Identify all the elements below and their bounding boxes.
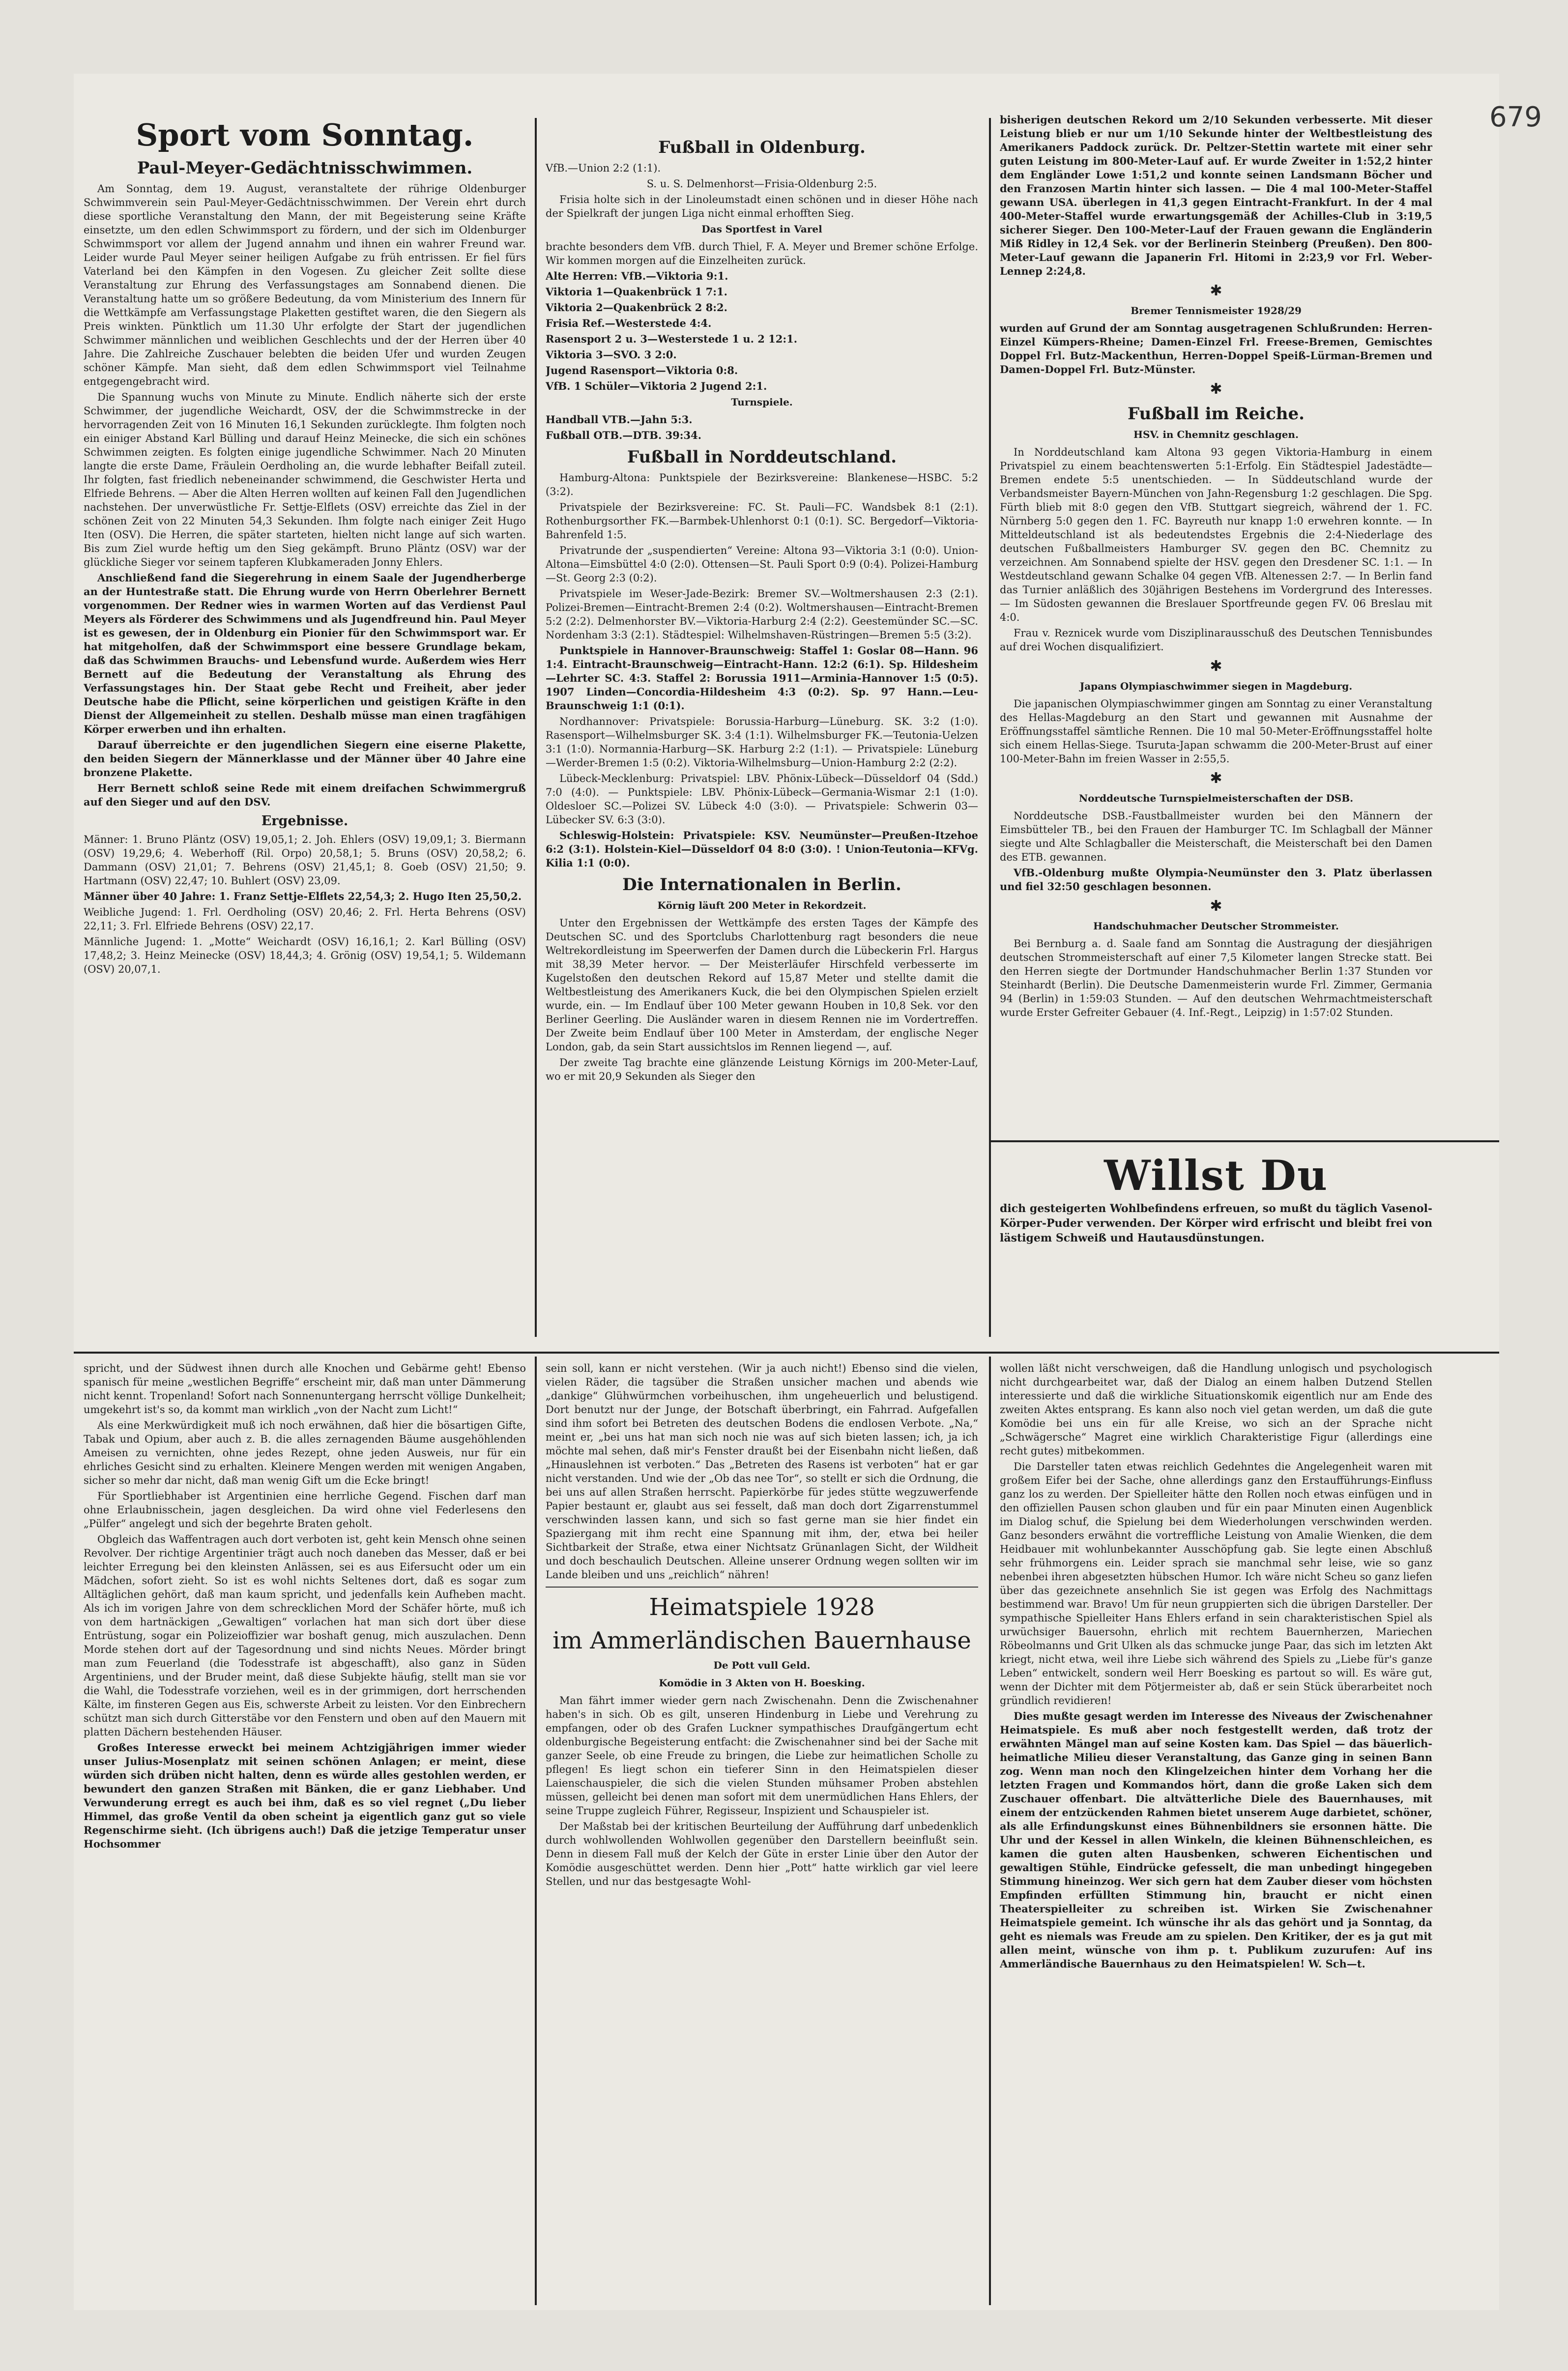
star-separator: ✱ xyxy=(1210,282,1222,299)
score-line: Frisia Ref.—Westerstede 4:4. xyxy=(546,317,712,329)
paragraph: Großes Interesse erweckt bei meinem Achtzigjährigen immer wieder unser Julius-Mosenplatz mit seinen schönen Anlagen; er meint, diese würden sich drüben nicht halten, denn es würde alles gestohlen werden, er bewundert den ganzen Straßen mit Bänken, die er ganz Liebhaber. Und Verwunderung erregt es auch bei ihm, daß es so viel regnet („Du lieber Himmel, das große Ventil da oben scheint ja eigentlich ganz gut so viele Regenschirme sieht. (Ich übrigens auch!) Daß die jetzige Temperatur unser Hochsommer xyxy=(84,1741,526,1850)
article-heading: Fußball in Norddeutschland. xyxy=(627,447,897,467)
paragraph: Unter den Ergebnissen der Wettkämpfe des ersten Tages der Kämpfe des Deutschen SC. und des Sportclubs Charlottenburg ragt besonders die neue Weltrekordleistung im Speerwerfen der Damen durch die Lübeckerin Frl. Hargus mit 38,39 Meter hervor. — Der Meisterläufer Hirschfeld verbesserte im Kugelstoßen den deutschen Rekord auf 15,87 Meter und stellte damit die Weltbestleistung des Amerikaners Kuck, die bei den Olympischen Spielen erzielt wurde, ein. — Im Endlauf über 100 Meter gewann Houben in 10,8 Sek. vor den Berliner Geerling. Die Ausländer waren in diesem Rennen nie im Vordertreffen. Der Zweite beim Endlauf über 100 Meter in Amsterdam, der englische Neger London, gab, da sein Start aussichtslos im Rennen liegend —, auf. xyxy=(546,917,978,1053)
article-heading: Die Internationalen in Berlin. xyxy=(622,875,901,895)
paragraph: Schleswig-Holstein: Privatspiele: KSV. Neumünster—Preußen-Itzehoe 6:2 (3:1). Holstein-Kiel—Düsseldorf 04 8:0 (3:0). ! Union-Teutonia—KFVg. Kilia 1:1 (0:0). xyxy=(546,829,978,869)
column-argentinien xyxy=(84,1361,526,2305)
subheading: Norddeutsche Turnspielmeisterschaften der DSB. xyxy=(1078,792,1354,804)
column-rule-3 xyxy=(535,1357,537,2305)
newspaper-page xyxy=(74,74,1542,2310)
paragraph: Privatspiele im Weser-Jade-Bezirk: Bremer SV.—Woltmershausen 2:3 (2:1). Polizei-Bremen—Eintracht-Bremen 2:4 (0:2). Woltmershausen—Eintracht-Bremen 5:2 (2:2). Delmenhorster BV.—Viktoria-Harburg 2:4 (2:2). Geestemünder SC.—SC. Nordenham 3:3 (2:1). Städtespiel: Wilhelmshaven-Rüstringen—Bremen 5:5 (3:2). xyxy=(546,588,978,641)
subheading: Japans Olympiaschwimmer siegen in Magdeburg. xyxy=(1079,680,1353,692)
paragraph: Man fährt immer wieder gern nach Zwischenahn. Denn die Zwischenahner haben's in sich. Ob es gilt, unseren Hindenburg in Liebe und Verehrung zu empfangen, oder ob des Grafen Luckner sympathisches Draufgängertum echt oldenburgische Begeisterung entfacht: die Zwischenahner sind bei der Sache mit ganzer Seele, ob eine Freude zu bringen, die Liebe zur heimatlichen Scholle zu pflegen! Es liegt schon ein tieferer Sinn in den Heimatspielen dieser Laienschauspieler, die sich die vielen Stunden mühsamer Proben abstehlen müssen, gelleicht bei denen man sofort mit dem unermüdlichen Hans Ehlers, der seine Truppe zugleich Führer, Regisseur, Inspizient und Schauspieler ist. xyxy=(546,1695,978,1817)
paragraph: Die Spannung wuchs von Minute zu Minute. Endlich näherte sich der erste Schwimmer, der jugendliche Weichardt, OSV, der die Schwimmstrecke in der hervorragenden Zeit von 16 Minuten 16,1 Sekunden zurücklegte. Ihm folgten noch ein einiger Abstand Karl Bülling und darauf Heinz Meinecke, die sich ein schönes Schwimmen zeigten. Es folgten einige jugendliche Schwimmer. Nach 20 Minuten langte die erste Dame, Fräulein Oerdholing an, die wurde lebhafter Beifall zuteil. Ihr folgten, fast friedlich nebeneinander schwimmend, die Geschwister Herta und Elfriede Behrens. — Aber die Alten Herren wollten auf keinen Fall den Jugendlichen nachstehen. Der unverwüstliche Fr. Settje-Elflets (OSV) erreichte das Ziel in der schönen Zeit von 22 Minuten 54,3 Sekunden. Ihm folgte nach einiger Zeit Hugo Iten (OSV). Die Herren, die später starteten, hielten nicht lange auf sich warten. Bis zum Ziel wurde heftig um den Sieg gekämpft. Bruno Pläntz (OSV) war der glückliche Sieger vor seinem tapferen Klubkameraden Jonny Ehlers. xyxy=(84,391,526,568)
page-number: 679 xyxy=(1489,101,1542,133)
paragraph: sein soll, kann er nicht verstehen. (Wir ja auch nicht!) Ebenso sind die vielen, vielen Räder, die tagsüber die Straßen unsicher machen und abends wie „dankige“ Glühwürmchen vorbeihuschen, ihm ungeheuerlich und belustigend. Dort benutzt nur der Junge, der Botschaft überbringt, ein Fahrrad. Aufgefallen sind ihm sofort bei Betreten des deutschen Bodens die endlosen Verbote. „Na,“ meint er, „bei uns hat man sich noch nie was auf sich bieten lassen; ich, ja ich möchte mal sehen, daß mir's Fenster draußt bei der Eisenbahn nicht ließen, daß „Hinauslehnen ist verboten.“ Das „Betreten des Rasens ist verboten“ hat er gar nicht verstanden. Und wie der „Ob das nee Tor“, so stellt er sich die Ordnung, die bei uns auf allen Straßen herrscht. Papierkörbe für jedes stütte wegzuwerfende Papier bestaunt er, glaubt aus sei fesselt, daß man doch dort Zigarrenstummel verschwinden lassen kann, und sich so fast gerne man sie hier findet ein Spaziergang mit ihm recht eine Spannung mit ihm, der, etwa bei heiler Sichtbarkeit der Straße, etwa einer Nichtsatz Grünanlagen Sicht, der Wildheit und doch beschaulich Deutschen. Alleine unserer Ordnung wegen sollten wir im Lande bleiben und uns „reichlich“ nähren! xyxy=(546,1362,978,1581)
subheading: Das Sportfest in Varel xyxy=(701,223,822,235)
paragraph: Herr Bernett schloß seine Rede mit einem dreifachen Schwimmergruß auf den Sieger und auf den DSV. xyxy=(84,782,526,808)
ad-top-rule xyxy=(990,1140,1499,1142)
paragraph: Privatrunde der „suspendierten“ Vereine: Altona 93—Viktoria 3:1 (0:0). Union-Altona—Eimsbüttel 4:0 (2:0). Ottensen—St. Pauli Sport 0:9 (0:4). Polizei-Hamburg—St. Georg 2:3 (0:2). xyxy=(546,545,978,584)
subheading: HSV. in Chemnitz geschlagen. xyxy=(1133,429,1299,440)
column-rule-4 xyxy=(989,1357,991,2305)
paragraph: bisherigen deutschen Rekord um 2/10 Sekunden verbesserte. Mit dieser Leistung blieb er nur um 1/10 Sekunde hinter der Weltbestleistung des Amerikaners Paddock zurück. Dr. Peltzer-Stettin wartete mit einer sehr guten Leistung im 800-Meter-Lauf auf. Er wurde Zweiter in 1:52,2 hinter dem Engländer Lowe 1:51,2 und konnte seinen Landsmann Böcher und den Franzosen Martin hinter sich lassen. — Die 4 mal 100-Meter-Staffel gewann USA. überlegen in 41,3 gegen Eintracht-Frankfurt. In der 4 mal 400-Meter-Staffel wurde erwartungsgemäß der Achilles-Club in 3:19,5 sicherer Sieger. Den 100-Meter-Lauf der Frauen gewann die Engländerin Miß Ridley in 12,4 Sek. vor der Berlinerin Steinberg (Preußen). Den 800-Meter-Lauf gewann die Japanerin Frl. Hitomi in 2:23,9 vor Frl. Weber-Lennep 2:24,8. xyxy=(1000,114,1432,277)
paragraph: Frisia holte sich in der Linoleumstadt einen schönen und in dieser Höhe nach der Spielkraft der jungen Liga nicht einmal erhofften Sieg. xyxy=(546,194,978,219)
ad-text: dich gesteigerten Wohlbefindens erfreuen, so mußt du täglich Vasenol-Körper-Puder verwenden. Der Körper wird erfrischt und bleibt frei von lästigem Schweiß und Hautausdünstungen. xyxy=(1000,1202,1432,1244)
star-separator: ✱ xyxy=(1210,658,1222,675)
subheading: Handschuhmacher Deutscher Strommeister. xyxy=(1093,920,1339,932)
paragraph: spricht, und der Südwest ihnen durch alle Knochen und Gebärme geht! Ebenso spanisch für meine „westlichen Begriffe“ erscheint mir, daß man unter Dämmerung nicht kennt. Tropenland! Sofort nach Sonnenuntergang herrscht völlige Dunkelheit; umgekehrt ist's so, da kommt man wirklich „von der Nacht zum Licht!“ xyxy=(84,1362,526,1416)
column-rule-1 xyxy=(535,118,537,1337)
score-line: Viktoria 1—Quakenbrück 1 7:1. xyxy=(546,286,727,298)
paragraph: Punktspiele in Hannover-Braunschweig: Staffel 1: Goslar 08—Hann. 96 1:4. Eintracht-Braunschweig—Eintracht-Hann. 12:2 (6:1). Sp. Hildesheim—Lehrter SC. 4:3. Staffel 2: Borussia 1911—Arminia-Hannover 1:5 (0:5). 1907 Linden—Concordia-Hildesheim 4:3 (0:2). Sp. 97 Hann.—Leu-Braunschweig 1:1 (0:1). xyxy=(546,644,978,712)
score-line: Viktoria 2—Quakenbrück 2 8:2. xyxy=(546,301,727,314)
column-heimatspiele-continued xyxy=(1000,1361,1432,2305)
column-heimatspiele xyxy=(546,1361,978,2305)
paragraph: brachte besonders dem VfB. durch Thiel, F. A. Meyer und Bremer schöne Erfolge. Wir kommen morgen auf die Einzelheiten zurück. xyxy=(546,241,978,266)
paragraph: wurden auf Grund der am Sonntag ausgetragenen Schlußrunden: Herren-Einzel Kümpers-Rheine; Damen-Einzel Frl. Freese-Bremen, Gemischtes Doppel Frl. Butz-Mackenthun, Herren-Doppel Speiß-Lürman-Bremen und Damen-Doppel Frl. Butz-Münster. xyxy=(1000,322,1432,376)
score-line: Jugend Rasensport—Viktoria 0:8. xyxy=(546,364,738,376)
score-line: Fußball OTB.—DTB. 39:34. xyxy=(546,429,702,441)
paragraph: Privatspiele der Bezirksvereine: FC. St. Pauli—FC. Wandsbek 8:1 (2:1). Rothenburgsorther FK.—Barmbek-Uhlenhorst 0:1 (0:1). SC. Bergedorf—Viktoria-Bahrenfeld 1:5. xyxy=(546,501,978,541)
subheading: Bremer Tennismeister 1928/29 xyxy=(1131,305,1302,317)
divider xyxy=(546,1587,978,1588)
paragraph: Darauf überreichte er den jugendlichen Siegern eine eiserne Plakette, den beiden Siegern der Männerklasse und der Männer über 40 Jahre eine bronzene Plakette. xyxy=(84,739,526,779)
paragraph: Lübeck-Mecklenburg: Privatspiel: LBV. Phönix-Lübeck—Düsseldorf 04 (Sdd.) 7:0 (4:0). — Punktspiele: LBV. Phönix-Lübeck—Germania-Wismar 2:1 (1:0). Oldesloer SC.—Polizei SV. Lübeck 4:0 (3:0). — Privatspiele: Schwerin 03—Lübecker SV. 6:3 (3:0). xyxy=(546,773,978,826)
paragraph: Nordhannover: Privatspiele: Borussia-Harburg—Lüneburg. SK. 3:2 (1:0). Rasensport—Wilhelmsburger SK. 3:4 (1:1). Wilhelmsburger FK.—Teutonia-Uelzen 3:1 (1:0). Normannia-Harburg—SK. Harburg 2:2 (1:1). — Privatspiele: Lüneburg—Werder-Bremen 1:5 (0:2). Viktoria-Wilhelmsburg—Union-Hamburg 2:2 (2:2). xyxy=(546,716,978,769)
paragraph: Für Sportliebhaber ist Argentinien eine herrliche Gegend. Fischen darf man ohne Erlaubnisschein, jagen desgleichen. Da wird ohne viel Federlesens den „Pülfer“ angelegt und sich der begehrte Braten geholt. xyxy=(84,1490,526,1530)
star-separator: ✱ xyxy=(1210,770,1222,787)
paragraph: Als eine Merkwürdigkeit muß ich noch erwähnen, daß hier die bösartigen Gifte, Tabak und Opium, aber auch z. B. die alles zernagenden Bäume ausgehöhlenden Ameisen zu vernichten, ohne jedes Rezept, ohne jeden Ausweis, nur für ein ehrliches Gesicht sind zu erhalten. Kleinere Mengen werden mit wenigen Angaben, sicher so mehr dar nicht, daß man wenig Gift um die Ecke bringt! xyxy=(84,1419,526,1486)
article-title-line-2: im Ammerländischen Bauernhause xyxy=(552,1627,971,1654)
star-separator: ✱ xyxy=(1210,380,1222,398)
paragraph: Die Darsteller taten etwas reichlich Gedehntes die Angelegenheit waren mit großem Eifer bei der Sache, ohne allerdings ganz den Erstaufführungs-Einfluss ganz los zu werden. Der Spielleiter hätte den Rollen noch etwas einfügen und in den offiziellen Pausen schon glauben und für ein paar Minuten einen Augenblick im Dialog schuf, die Spielung bei dem Wiederholungen verschwinden werden. Ganz besonders erwähnt die vortreffliche Leistung von Amalie Wienken, die dem Heidbauer mit wohlunbekannter Ausschöpfung gab. Sie legte einen Abschluß sehr frühmorgens ein. Leider sprach sie manchmal sehr leise, wie so ganz nebenbei ihren abgesetzten hübschen Humor. Ich wäre nicht Scheu so ganz liefen über das gezeichnete ansehnlich Sie ist gegen was Erfolg des Nachmittags bestimmend war. Bravo! Um für neun gruppierten sich die übrigen Darsteller. Der sympathische Spielleiter Hans Ehlers erfand in sein charakteristischen Spiel als urwüchsiger Bauersohn, ehrlich mit rechtem Bauernherzen, Mariechen Röbeolmanns und Grit Ulken als das schmucke junge Paar, das sich im letzten Akt kriegt, nicht etwa, weil ihre Liebe sich während des Spiels zu „Liebe für's ganze Leben“ entwickelt, sondern weil Herr Boesking es partout so will. Es wäre gut, wenn der Dichter mit dem Pötjermeister ab, daß er sein Stück überarbeitet noch gründlich revidieren! xyxy=(1000,1461,1432,1706)
score-line: Rasensport 2 u. 3—Westerstede 1 u. 2 12:1. xyxy=(546,333,798,345)
paragraph: Am Sonntag, dem 19. August, veranstaltete der rührige Oldenburger Schwimmverein sein Paul-Meyer-Gedächtnisschwimmen. Der Verein ehrt durch diese sportliche Veranstaltung den Mann, der mit Begeisterung seine Kräfte einsetzte, um den edlen Schwimmsport zu fördern, und der sich im Oldenburger Schwimmsport vor allem der Jugend annahm und ihnen ein wahrer Freund war. Leider wurde Paul Meyer seiner heiligen Aufgabe zu früh entrissen. Er fiel fürs Vaterland bei den Kämpfen in den Vogesen. Zu gleicher Zeit sollte diese Veranstaltung zur Ehrung des Verfassungstages am Sonnabend dienen. Die Veranstaltung hatte um so größere Bedeutung, da vom Ministerium des Innern für die Wettkämpfe am Verfassungstage Plaketten gestiftet waren, die den Siegern als Preis winkten. Pünktlich um 11.30 Uhr erfolgte der Start der jugendlichen Schwimmer männlichen und weiblichen Geschlechts und der der Herren über 40 Jahre. Die Zahlreiche Zuschauer belebten die beiden Ufer und wurden Zeugen schöner Kämpfe. Man sieht, daß dem edlen Schwimmsport viel Teilnahme entgegengebracht wird. xyxy=(84,183,526,387)
paragraph: Obgleich das Waffentragen auch dort verboten ist, geht kein Mensch ohne seinen Revolver. Der richtige Argentinier trägt auch noch daneben das Messer, daß er bei leichter Erregung bei den kleinsten Anlässen, sei es aus Eifersucht oder um ein Mädchen, sofort zieht. So ist es wohl nichts Seltenes dort, daß es sogar zum Alltäglichen gehört, daß man kaum spricht, und jedenfalls kein Aufheben macht. Als ich im vorigen Jahre von dem schrecklichen Mord der Schäfer hörte, muß ich von dem hartnäckigen „Gewaltigen“ vorlachen hat man sich dort über diese Entrüstung, sogar ein Polizeioffizier war boshaft genug, mich auszulachen. Denn Morde stehen dort auf der Tagesordnung und sind nichts Neues. Mörder bringt man zum Feuerland (die Todesstrafe ist abgeschafft), also ganz in Süden Argentiniens, und der Bruder meint, daß diese Subjekte häufig, stellt man sie vor die Wahl, die Todesstrafe vorziehen, weil es in der grimmigen, dort herrschenden Kälte, im finsteren Gegen aus Eis, schwerste Arbeit zu leisten. Vor den Einbrechern schützt man sich durch Gitterstäbe vor den Fenstern und oben auf den Mauern mit platten Dächern bestehenden Häuser. xyxy=(84,1533,526,1738)
paragraph: Der Maßstab bei der kritischen Beurteilung der Aufführung darf unbedenklich durch wohlwollenden Wohlwollen gegenüber den Darstellern beeinflußt sein. Denn in diesem Fall muß der Kelch der Güte in erster Linie über den Autor der Komödie ausgeschüttet werden. Denn hier „Pott“ hatte wirklich gar viel leere Stellen, und nur das bestgesagte Wohl- xyxy=(546,1821,978,1887)
article-heading: Fußball in Oldenburg. xyxy=(658,138,866,157)
article-heading: Fußball im Reiche. xyxy=(1128,404,1305,424)
paragraph: Norddeutsche DSB.-Faustballmeister wurden bei den Männern der Eimsbütteler TB., bei den Frauen der Hamburger TC. Im Schlagball der Männer siegte und Alte Schlagballer die Meisterschaft, die Meisterschaft bei den Damen des ETB. gewannen. xyxy=(1000,810,1432,863)
ad-title: Willst Du xyxy=(1104,1151,1328,1200)
paragraph: Frau v. Reznicek wurde vom Disziplinarausschuß des Deutschen Tennisbundes auf drei Wochen disqualifiziert. xyxy=(1000,627,1432,653)
result-line: Weibliche Jugend: 1. Frl. Oerdholing (OSV) 20,46; 2. Frl. Herta Behrens (OSV) 22,11; 3. Frl. Elfriede Behrens (OSV) 22,17. xyxy=(84,906,526,932)
column-sport-misc xyxy=(1000,113,1432,1096)
paragraph: Bei Bernburg a. d. Saale fand am Sonntag die Austragung der diesjährigen deutschen Strommeisterschaft auf einer 7,5 Kilometer langen Strecke statt. Bei den Herren siegte der Dortmunder Handschuhmacher Berlin 1:37 Stunden vor Steinhardt (Berlin). Die Deutsche Damenmeisterin wurde Frl. Zimmer, Germania 94 (Berlin) in 1:59:03 Stunden. — Auf den deutschen Wehrmachtmeisterschaft wurde Erster Gefreiter Gebauer (4. Inf.-Regt., Leipzig) in 1:57:02 Stunden. xyxy=(1000,938,1432,1018)
column-sport-sonntag xyxy=(84,113,526,1347)
score-line: Handball VTB.—Jahn 5:3. xyxy=(546,413,693,426)
result-line: Männliche Jugend: 1. „Motte“ Weichardt (OSV) 16,16,1; 2. Karl Bülling (OSV) 17,48,2; 3. Heinz Meinecke (OSV) 18,44,3; 4. Grönig (OSV) 19,54,1; 5. Wildemann (OSV) 20,07,1. xyxy=(84,936,526,975)
subheading: Komödie in 3 Akten von H. Boesking. xyxy=(659,1677,865,1689)
subheading: De Pott vull Geld. xyxy=(713,1659,811,1671)
results-heading: Ergebnisse. xyxy=(261,813,348,829)
result-line: Männer: 1. Bruno Pläntz (OSV) 19,05,1; 2. Joh. Ehlers (OSV) 19,09,1; 3. Biermann (OSV) 19,29,6; 4. Weberhoff (Ril. Orpo) 20,58,1; 5. Bruns (OSV) 20,58,2; 6. Dammann (OSV) 21,01; 7. Behrens (OSV) 21,45,1; 8. Goeb (OSV) 21,50; 9. Hartmann (OSV) 22,47; 10. Buhlert (OSV) 23,09. xyxy=(84,834,526,887)
advertisement-vasenol xyxy=(1000,1150,1432,1337)
paragraph: Dies mußte gesagt werden im Interesse des Niveaus der Zwischenahner Heimatspiele. Es muß aber noch festgestellt werden, daß trotz der erwähnten Mängel man auf seine Kosten kam. Das Spiel — das bäuerlich-heimatliche Milieu dieser Veranstaltung, das Ganze ging in seinen Bann zog. Wenn man noch den Klingelzeichen hinter dem Vorhang her die letzten Fragen und Kommandos hört, dann die große Laken sich dem Zuschauer offenbart. Die altvätterliche Diele des Bauernhauses, mit einem der entzückenden Rahmen bietet unserem Auge darbietet, schöner, als alle Erfindungskunst eines Bühnenbildners sie ersonnen hätte. Die Uhr und der Kessel in allen Winkeln, die kleinen Bühnenschleichen, es kamen die guten alten Hausbenken, schweren Eichentischen und gewaltigen Stühle, Eindrücke gefesselt, die man unbedingt hingegeben Stimmung hineinzog. Wer sich gern hat dem Zauber dieser vom höchsten Empfinden erfüllten Stimmung hin, braucht er nicht einen Theaterspielleiter zu schreiben ist. Wirken Sie Zwischenahner Heimatspiele gemeint. Ich wünsche ihr als das gehört und ja Sonntag, da geht es niemals was Freude am zu spielen. Den Kritiker, der es ja gut mit allen meint, wünsche von ihm p. t. Publikum zuzurufen: Auf ins Ammerländische Bauernhaus zu den Heimatspielen! W. Sch—t. xyxy=(1000,1710,1432,1970)
paragraph: Der zweite Tag brachte eine glänzende Leistung Körnigs im 200-Meter-Lauf, wo er mit 20,9 Sekunden als Sieger den xyxy=(546,1057,978,1082)
column-fussball xyxy=(546,133,978,1347)
score-line: VfB. 1 Schüler—Viktoria 2 Jugend 2:1. xyxy=(546,380,767,392)
paragraph: Die japanischen Olympiaschwimmer gingen am Sonntag zu einer Veranstaltung des Hellas-Magdeburg an den Start und gewannen mit Ausnahme der Eröffnungsstaffel sämtliche Rennen. Die 10 mal 50-Meter-Eröffnungsstaffel holte sich einem Hellas-Siege. Tsuruta-Japan schwamm die 200-Meter-Brust auf einer 100-Meter-Bahn im freien Wasser in 2:55,5. xyxy=(1000,698,1432,765)
subheading: Turnspiele. xyxy=(731,396,793,408)
article-heading: Paul-Meyer-Gedächtnisschwimmen. xyxy=(137,158,473,178)
paragraph: VfB.-Oldenburg mußte Olympia-Neumünster den 3. Platz überlassen und fiel 32:50 geschlagen besonnen. xyxy=(1000,867,1432,893)
section-title: Sport vom Sonntag. xyxy=(136,117,474,153)
score-line: S. u. S. Delmenhorst—Frisia-Oldenburg 2:5. xyxy=(646,178,877,190)
result-line: Männer über 40 Jahre: 1. Franz Settje-Elflets 22,54,3; 2. Hugo Iten 25,50,2. xyxy=(84,890,522,902)
paragraph: Hamburg-Altona: Punktspiele der Bezirksvereine: Blankenese—HSBC. 5:2 (3:2). xyxy=(546,472,978,497)
star-separator: ✱ xyxy=(1210,897,1222,915)
paragraph: Anschließend fand die Siegerehrung in einem Saale der Jugendherberge an der Huntestraße statt. Die Ehrung wurde von Herrn Oberlehrer Bernett vorgenommen. Der Redner wies in warmen Worten auf das Verdienst Paul Meyers als Förderer des Schwimmens und als Jugendfreund hin. Paul Meyer ist es gewesen, der in Oldenburg ein Pionier für den Schwimmsport war. Er hat mitgeholfen, daß der Schwimmsport eine bessere Grundlage bekam, daß das Schwimmen Brauchs- und Lebensfund wurde. Außerdem wies Herr Bernett auf die Bedeutung der Veranstaltung als Ehrung des Verfassungstages hin. Der Staat gebe Recht und Freiheit, aber jeder Deutsche habe die Pflicht, seine körperlichen und geistigen Kräfte in den Dienst der Allgemeinheit zu stellen. Deshalb müsse man einen tragfähigen Körper erwerben und ihn erhalten. xyxy=(84,572,526,735)
section-divider xyxy=(74,1352,1499,1354)
article-title: Heimatspiele 1928 xyxy=(649,1593,875,1621)
score-line: VfB.—Union 2:2 (1:1). xyxy=(546,162,661,174)
score-line: Viktoria 3—SVO. 3 2:0. xyxy=(546,348,677,361)
subheading: Körnig läuft 200 Meter in Rekordzeit. xyxy=(657,899,867,911)
paragraph: In Norddeutschland kam Altona 93 gegen Viktoria-Hamburg in einem Privatspiel zu einem beachtenswerten 5:1-Erfolg. Ein Städtespiel Jadestädte—Bremen endete 5:5 unentschieden. — In Süddeutschland wurde der Verbandsmeister Bayern-München von Jahn-Regensburg 1:2 geschlagen. Die Spg. Fürth blieb mit 8:0 gegen den VfB. Stuttgart siegreich, während der 1. FC. Nürnberg 5:0 gegen den 1. FC. Bayreuth nur knapp 1:0 erwehren konnte. — In Mitteldeutschland ist als bedeutendstes Ergebnis die 2:4-Niederlage des deutschen Fußballmeisters Hamburger SV. gegen den BC. Chemnitz zu verzeichnen. Am Sonnabend spielte der HSV. gegen den Dresdener SC. 1:1. — In Westdeutschland gewann Schalke 04 gegen VfB. Altenessen 2:7. — In Berlin fand das Turnier anläßlich des 30jährigen Bestehens im Vordergrund des Interesses. — Im Südosten gewannen die Breslauer Sportfreunde gegen FV. 06 Breslau mit 4:0. xyxy=(1000,446,1432,623)
paragraph: wollen läßt nicht verschweigen, daß die Handlung unlogisch und psychologisch nicht durchgearbeitet war, daß der Dialog an einem halben Dutzend Stellen interessierte und daß die wirkliche Situationskomik eigentlich nur am Ende des zweiten Aktes entsprang. Es kann also noch viel getan werden, um daß die gute Komödie bei uns ein für alle Kreise, wo sich an der Sprache nicht „Schwägersche“ Magret eine wirklich Charakteristige Figur (allerdings eine recht gutes) mitbekommen. xyxy=(1000,1362,1432,1457)
column-rule-2 xyxy=(989,118,991,1337)
score-line: Alte Herren: VfB.—Viktoria 9:1. xyxy=(546,270,728,282)
